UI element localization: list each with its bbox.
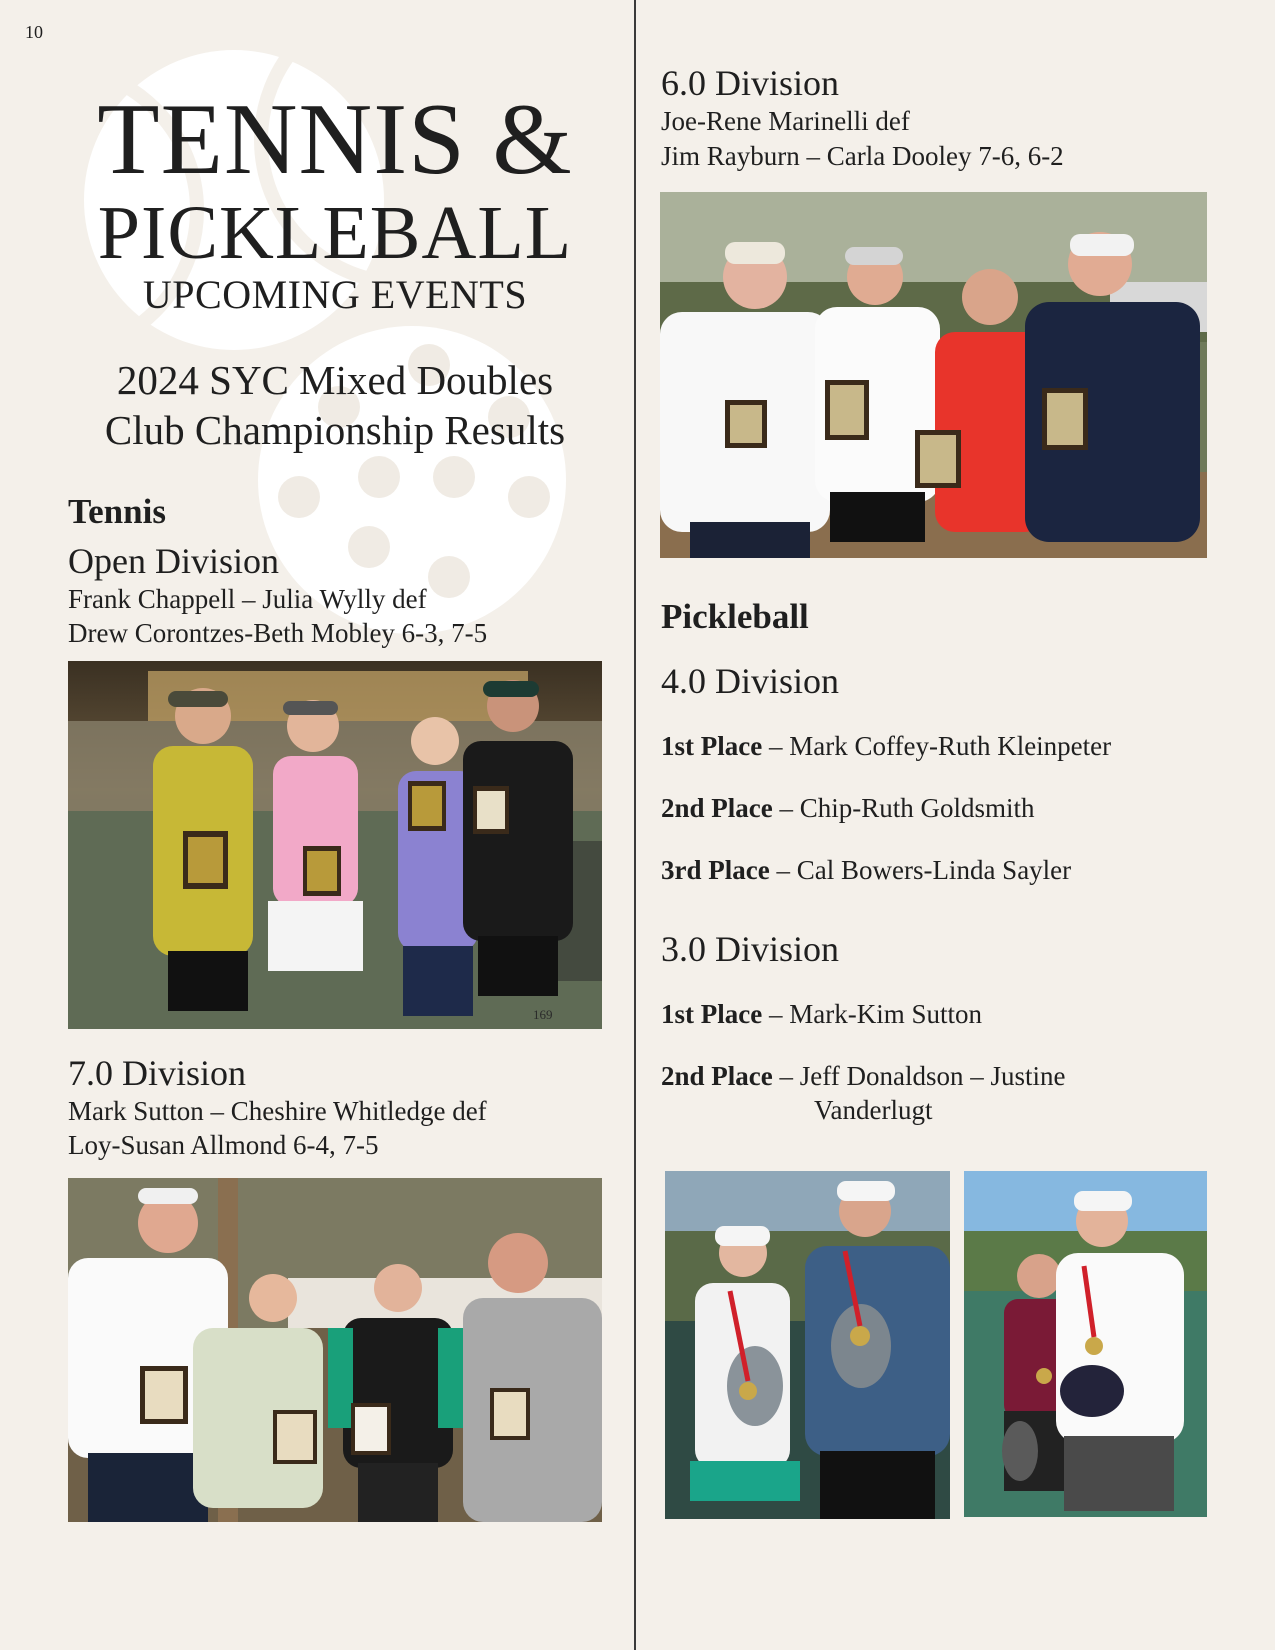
page-number: 10 (25, 22, 43, 42)
place-label: 2nd Place (661, 1061, 773, 1091)
page-title (60, 83, 610, 317)
four-division-place-1 (661, 730, 1111, 762)
photo-caption-number: 169 (533, 1007, 553, 1022)
seven-division-result-line2: Loy-Susan Allmond 6-4, 7-5 (68, 1130, 379, 1160)
page-subtitle (60, 355, 610, 455)
four-division-place-2 (661, 792, 1035, 824)
place-names: – Cal Bowers-Linda Sayler (776, 855, 1072, 885)
open-division-photo (68, 661, 602, 1029)
pickleball-photo-2 (964, 1171, 1207, 1517)
place-names: – Mark-Kim Sutton (768, 999, 982, 1029)
title-line-tennis: TENNIS & (97, 83, 573, 196)
open-division-title: Open Division (68, 541, 279, 581)
tennis-heading: Tennis (68, 492, 166, 531)
seven-division-result-line1: Mark Sutton – Cheshire Whitledge def (68, 1096, 487, 1126)
subtitle-line2: Club Championship Results (104, 407, 566, 453)
title-line-pickleball: PICKLEBALL (97, 191, 573, 275)
place-names: – Mark Coffey-Ruth Kleinpeter (768, 731, 1112, 761)
six-division-result-line1: Joe-Rene Marinelli def (661, 106, 910, 136)
three-division-place-2-continued: Vanderlugt (814, 1095, 933, 1125)
place-label: 2nd Place (661, 793, 773, 823)
three-division-place-1 (661, 998, 982, 1030)
seven-division-photo (68, 1178, 602, 1522)
six-division-photo (660, 192, 1207, 558)
place-label: 3rd Place (661, 855, 770, 885)
six-division-result-line2: Jim Rayburn – Carla Dooley 7-6, 6-2 (661, 141, 1064, 171)
title-line-upcoming: UPCOMING EVENTS (142, 272, 528, 317)
place-names: – Chip-Ruth Goldsmith (779, 793, 1035, 823)
column-divider (634, 0, 636, 1650)
pickleball-heading: Pickleball (661, 597, 809, 636)
place-names: – Jeff Donaldson – Justine (779, 1061, 1066, 1091)
open-division-result-line1: Frank Chappell – Julia Wylly def (68, 584, 427, 614)
four-division-title: 4.0 Division (661, 661, 840, 701)
three-division-place-2 (661, 1060, 1065, 1092)
six-division-title: 6.0 Division (661, 63, 840, 103)
three-division-title: 3.0 Division (661, 929, 840, 969)
seven-division-title: 7.0 Division (68, 1053, 247, 1093)
pickleball-photo-1 (665, 1171, 950, 1519)
open-division-result-line2: Drew Corontzes-Beth Mobley 6-3, 7-5 (68, 618, 488, 648)
place-label: 1st Place (661, 731, 763, 761)
subtitle-line1: 2024 SYC Mixed Doubles (116, 357, 554, 403)
four-division-place-3 (661, 854, 1071, 886)
place-label: 1st Place (661, 999, 763, 1029)
